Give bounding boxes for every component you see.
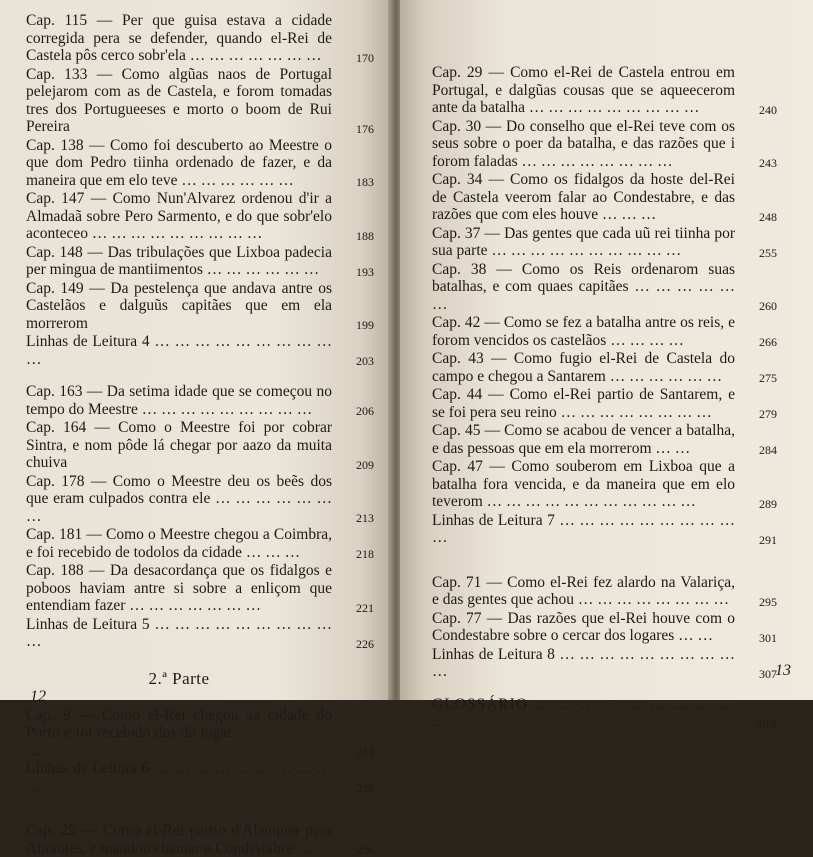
toc-entry	[26, 190, 376, 243]
entry-page: 209	[356, 457, 374, 472]
entry-page: 188	[356, 228, 374, 243]
entry-text: Cap. 147 — Como Nun'Alvarez ordenou d'ir a Almadaã sobre Pero Sarmento, e do que sobr'elo aconteceo … … … … … … … … …	[26, 190, 332, 242]
toc-entry	[432, 422, 779, 457]
entry-page: 309	[756, 716, 777, 731]
toc-entry	[26, 707, 376, 760]
entry-text: GLOSSÁRIO … … … … … … … … … … …	[432, 695, 735, 730]
entry-text: Cap. 149 — Da pestelença que andava antre os Castelãos e dalguũs capitães que em ela morrerom	[26, 279, 332, 332]
entry-page: 295	[759, 594, 777, 609]
toc-entry	[26, 66, 376, 136]
entry-text: Cap. 47 — Como souberom em Lixboa que a batalha fora vencida, e da maneira que em elo teverom … … … … … … … … … … …	[432, 458, 735, 510]
entry-text: Linhas de Leitura 5 … … … … … … … … … …	[26, 615, 332, 650]
toc-entry	[432, 314, 779, 349]
toc-entry	[432, 225, 779, 260]
entry-text: Cap. 164 — Como o Meestre foi por cobrar Sintra, e nom pôde lá chegar por aazo da muita chuiva	[26, 419, 332, 471]
left-entries-mid	[26, 383, 376, 651]
entry-text: Linhas de Leitura 7 … … … … … … … … … …	[432, 511, 735, 546]
toc-entry	[432, 64, 779, 117]
entry-page: 301	[759, 630, 777, 645]
glossary-entry	[432, 696, 779, 731]
entry-page: 226	[356, 636, 374, 651]
toc-entry	[26, 616, 376, 651]
toc-entry	[432, 261, 779, 314]
page-number-left: 12	[30, 688, 46, 705]
entry-page: 199	[356, 318, 374, 332]
toc-entry	[432, 646, 779, 681]
entry-text: Cap. 45 — Como se acabou de vencer a batalha, e das pessoas que em ela morrerom … …	[432, 422, 735, 457]
entry-page: 291	[759, 532, 777, 547]
entry-page: 206	[356, 404, 374, 418]
entry-text: Linhas de Leitura 6 … … … … … … … … … …	[26, 760, 332, 795]
entry-page: 236	[356, 843, 374, 857]
toc-entry	[432, 118, 779, 171]
toc-entry	[432, 574, 779, 609]
left-entries-top	[26, 12, 376, 368]
toc-entry	[432, 610, 779, 645]
entry-text: Cap. 138 — Como foi descuberto ao Meestre o que dom Pedro tiinha ordenado de fazer, e da maneira que em elo teve … … … … … …	[26, 136, 332, 189]
entry-text: Cap. 44 — Como el-Rei partio de Santarem, e se foi pera seu reino … … … … … … … …	[432, 386, 735, 421]
toc-entry	[26, 137, 376, 190]
entry-page: 266	[759, 335, 777, 349]
entry-text: Cap. 77 — Das razões que el-Rei houve com o Condestabre sobre o cercar dos logares … …	[432, 609, 735, 644]
entry-text: Cap. 43 — Como fugio el-Rei de Castela do campo e chegou a Santarem … … … … … …	[432, 350, 735, 385]
entry-page: 236	[356, 781, 374, 795]
entry-text: Cap. 133 — Como algũas naos de Portugal pelejarom com as de Castela, e forom tomadas tres dos Portugueeses e morto o boom de Rui Pereira	[26, 65, 332, 135]
toc-entry	[26, 760, 376, 795]
toc-entry	[26, 383, 376, 418]
section-heading: 2.ª Parte	[148, 668, 210, 688]
right-entries-top	[432, 64, 779, 547]
toc-entry	[26, 12, 376, 65]
toc-entry	[26, 244, 376, 279]
entry-page: 240	[759, 102, 777, 117]
page-number-right: 13	[775, 662, 791, 679]
entry-page: 170	[356, 50, 374, 65]
entry-page: 176	[356, 121, 374, 136]
left-entries-last	[26, 822, 376, 857]
entry-page: 221	[356, 600, 374, 615]
left-page	[0, 0, 392, 857]
entry-text: Cap. 188 — Da desacordança que os fidalgos e poboos haviam antre si sobre a enliçom que entendiam fazer … … … … … … …	[26, 562, 332, 614]
entry-page: 279	[759, 407, 777, 421]
entry-page: 289	[759, 496, 777, 511]
entry-text: Cap. 38 — Como os Reis ordenarom suas batalhas, e com quaes capitães … … … … … …	[432, 260, 735, 313]
entry-text: Cap. 181 — Como o Meestre chegou a Coimbra, e foi recebido de todolos da cidade … … …	[26, 526, 332, 561]
right-page	[400, 0, 813, 731]
left-entries-bottom	[26, 707, 376, 796]
entry-text: Cap. 178 — Como o Meestre deu os beẽs dos que eram culpados contra ele … … … … … … …	[26, 472, 332, 525]
toc-entry	[26, 562, 376, 615]
right-entries-bottom	[432, 574, 779, 681]
entry-page: 231	[356, 745, 374, 759]
entry-page: 307	[759, 666, 777, 681]
toc-entry	[432, 512, 779, 547]
entry-page: 243	[759, 156, 777, 170]
toc-entry	[26, 333, 376, 368]
entry-text: Cap. 148 — Das tribulações que Lixboa padecia per mingua de mantiimentos … … … … … …	[26, 243, 332, 278]
toc-entry	[26, 473, 376, 526]
entry-text: Linhas de Leitura 4 … … … … … … … … … …	[26, 333, 332, 368]
entry-page: 260	[759, 299, 777, 313]
entry-text: Cap. 42 — Como se fez a batalha antre os reis, e forom vencidos os castelãos … … … …	[432, 314, 735, 349]
toc-entry	[432, 386, 779, 421]
entry-text: Cap. 37 — Das gentes que cada uũ rei tiinha por sua parte … … … … … … … … … …	[432, 224, 735, 259]
toc-entry	[26, 419, 376, 472]
toc-entry	[432, 458, 779, 511]
entry-page: 213	[356, 511, 374, 525]
entry-page: 193	[356, 264, 374, 279]
toc-entry	[26, 280, 376, 333]
entry-text: Cap. 29 — Como el-Rei de Castela entrou em Portugal, e dalgũas cousas que se aqueecerom ante da batalha … … … … … … … … …	[432, 64, 735, 116]
entry-page: 183	[356, 175, 374, 189]
entry-page: 248	[759, 209, 777, 224]
entry-page: 255	[759, 245, 777, 260]
entry-page: 203	[356, 354, 374, 368]
entry-text: Cap. 25 — Como el-Rei partio d'Alanquer pera Abrantes, e mandou chamar o Condestabre …	[26, 822, 332, 857]
entry-text: Cap. 71 — Como el-Rei fez alardo na Valariça, e das gentes que achou … … … … … … … …	[432, 573, 735, 608]
toc-entry	[432, 350, 779, 385]
entry-page: 218	[356, 547, 374, 561]
entry-text: Linhas de Leitura 8 … … … … … … … … … …	[432, 645, 735, 680]
entry-text: Cap. 34 — Como os fidalgos da hoste del-Rei de Castela veerom falar ao Condestabre, e das razões que com eles houve … … …	[432, 171, 735, 223]
toc-entry	[26, 526, 376, 561]
entry-page: 275	[759, 371, 777, 385]
entry-page: 284	[759, 443, 777, 457]
entry-text: Cap. 30 — Do conselho que el-Rei teve com os seus sobre o poer da batalha, e das razões que i forom faladas … … … … … … … …	[432, 117, 735, 170]
entry-text: Cap. 163 — Da setima idade que se começou no tempo do Meestre … … … … … … … … …	[26, 383, 332, 418]
toc-entry	[26, 822, 376, 857]
toc-entry	[432, 171, 779, 224]
entry-text: Cap. 115 — Per que guisa estava a cidade corregida pera se defender, quando el-Rei de Castela pôs cerco sobr'ela … … … … … … …	[26, 12, 332, 64]
entry-text: Cap. 9 — Como el-Rei chegou aa cidade do Porto e foi recebido dos do logar … … … … … …	[26, 706, 332, 759]
